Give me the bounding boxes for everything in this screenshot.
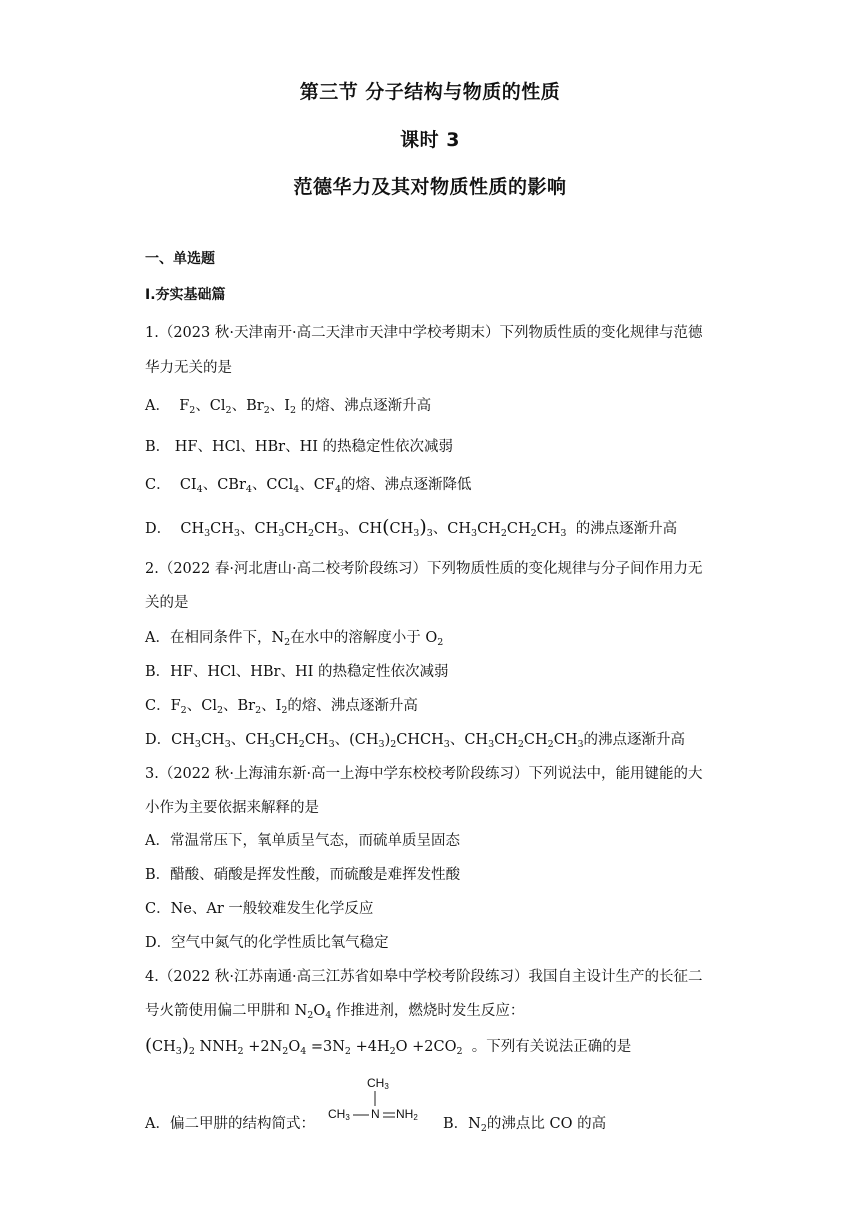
option-label: B． — [443, 1116, 469, 1132]
option-label: A． — [145, 630, 170, 646]
option-text: N — [468, 1116, 481, 1132]
q3-option-b — [145, 863, 460, 884]
option-label: B． — [145, 867, 171, 883]
q1-stem-line-2: 华力无关的是 — [145, 360, 232, 376]
option-label: B． — [145, 664, 171, 680]
q2-stem-line-2: 关的是 — [145, 595, 189, 611]
option-label: C． — [145, 698, 171, 714]
formula: $CI_4$、CBr$_4$、CCl$_4$、$CF_4$ — [175, 477, 342, 495]
q1-option-d — [145, 516, 677, 539]
option-text: 的沸点比 CO 的高 — [486, 1116, 607, 1132]
section-heading: 一、单选题 — [145, 251, 215, 267]
q1-stem-line-1: 1.（2023 秋·天津南开·高二天津市天津中学校考期末）下列物质性质的变化规律与范德 — [145, 325, 703, 341]
methyl-top: $CH_3$ — [367, 1076, 389, 1091]
q3-stem-line-1: 3.（2022 秋·上海浦东新·高一上海中学东校校考阶段练习）下列说法中，能用键能的大 — [145, 766, 703, 782]
option-label: D． — [145, 521, 172, 537]
option-text: 常温常压下，氧单质呈气态，而硫单质呈固态 — [169, 833, 460, 849]
amine-group: $NH_2$ — [396, 1107, 418, 1122]
formula: $F_2$、$Cl_2$、$Br_2$、$I_2$ — [174, 398, 297, 416]
q4-stem-line-2: 号火箭使用偏二甲肼和 $N_2O_4$ 作推进剂，燃烧时发生反应： — [145, 1003, 525, 1021]
option-text: 醋酸、硝酸是挥发性酸，而硫酸是难挥发性酸 — [170, 867, 461, 883]
q3-stem-line-2: 小作为主要依据来解释的是 — [145, 800, 319, 816]
option-label: C． — [145, 477, 171, 493]
option-text: 的沸点逐渐升高 — [583, 732, 686, 748]
q3-option-d — [145, 931, 389, 952]
nitrogen-atom: N — [371, 1107, 380, 1121]
formula: $F_2$、$Cl_2$、$Br_2$、$I_2$ — [170, 698, 288, 716]
q4-stem-line-1: 4.（2022 秋·江苏南通·高三江苏省如皋中学校考阶段练习）我国自主设计生产的长征二 — [145, 969, 703, 985]
lesson-number: 课时 3 — [400, 129, 460, 151]
q2-stem-line-1: 2.（2022 春·河北唐山·高二校考阶段练习）下列物质性质的变化规律与分子间作用力无 — [145, 561, 703, 577]
q2-option-a: A．在相同条件下，$N_2$在水中的溶解度小于 $O_2$ — [145, 630, 444, 648]
option-text: 在水中的溶解度小于 O — [290, 630, 438, 646]
q2-option-c — [145, 694, 418, 716]
option-label: D． — [145, 935, 172, 951]
q4-option-b: B．$N_2$的沸点比 CO 的高 — [443, 1116, 607, 1134]
option-text: 的沸点逐渐升高 — [575, 521, 678, 537]
option-text: 的熔、沸点逐渐降低 — [341, 477, 472, 493]
q2-option-b — [145, 660, 448, 681]
q3-option-a — [145, 829, 460, 850]
q4-option-a — [145, 1112, 315, 1133]
formula: $CH_3CH_3$、$CH_3CH_2CH_3$、$CH(CH_3)_3$、$CH_3CH_2CH_2CH_3$ — [175, 516, 567, 539]
option-label: B． — [145, 439, 171, 455]
q1-option-b — [145, 435, 453, 456]
option-text: HF、HCl、HBr、HI 的热稳定性依次减弱 — [174, 439, 454, 455]
option-text: 的熔、沸点逐渐升高 — [287, 698, 418, 714]
option-text: 的熔、沸点逐渐升高 — [300, 398, 432, 414]
structural-formula — [323, 1074, 423, 1126]
option-label: A． — [145, 833, 170, 849]
q1-option-c — [145, 473, 472, 495]
option-text: 在相同条件下，N — [169, 630, 285, 646]
subsection-heading: Ⅰ.夯实基础篇 — [145, 287, 226, 303]
stem-text: 。下列有关说法正确的是 — [471, 1039, 632, 1055]
q1-option-a — [145, 394, 431, 416]
q3-option-c — [145, 897, 373, 918]
stem-text: 号火箭使用偏二甲肼和 N — [145, 1003, 308, 1019]
option-text: Ne、Ar 一般较难发生化学反应 — [170, 901, 374, 917]
q4-stem-line-3 — [145, 1035, 631, 1057]
option-text: HF、HCl、HBr、HI 的热稳定性依次减弱 — [170, 664, 449, 680]
methyl-left: $CH_3$ — [328, 1107, 350, 1122]
stem-text: 作推进剂，燃烧时发生反应： — [335, 1003, 525, 1019]
lesson-title: 范德华力及其对物质性质的影响 — [293, 176, 567, 198]
q2-option-d — [145, 728, 685, 750]
formula: $CH_3CH_3$、$CH_3CH_2CH_3$、$(CH_3)_2CHCH_3$、$CH_3CH_2CH_2CH_3$ — [171, 732, 584, 750]
reaction-equation: $(CH_3)_2$ $NNH_2 +2N_2O_4 =3N_2 +4H_2O +2CO_2$ — [145, 1035, 463, 1057]
option-label: A． — [145, 1116, 170, 1132]
option-label: D． — [145, 732, 172, 748]
page-title: 第三节 分子结构与物质的性质 — [299, 81, 561, 103]
option-text: 空气中氮气的化学性质比氧气稳定 — [171, 935, 389, 951]
option-text: 偏二甲肼的结构简式： — [169, 1116, 315, 1132]
option-label: A． — [145, 398, 170, 414]
option-label: C． — [145, 901, 171, 917]
